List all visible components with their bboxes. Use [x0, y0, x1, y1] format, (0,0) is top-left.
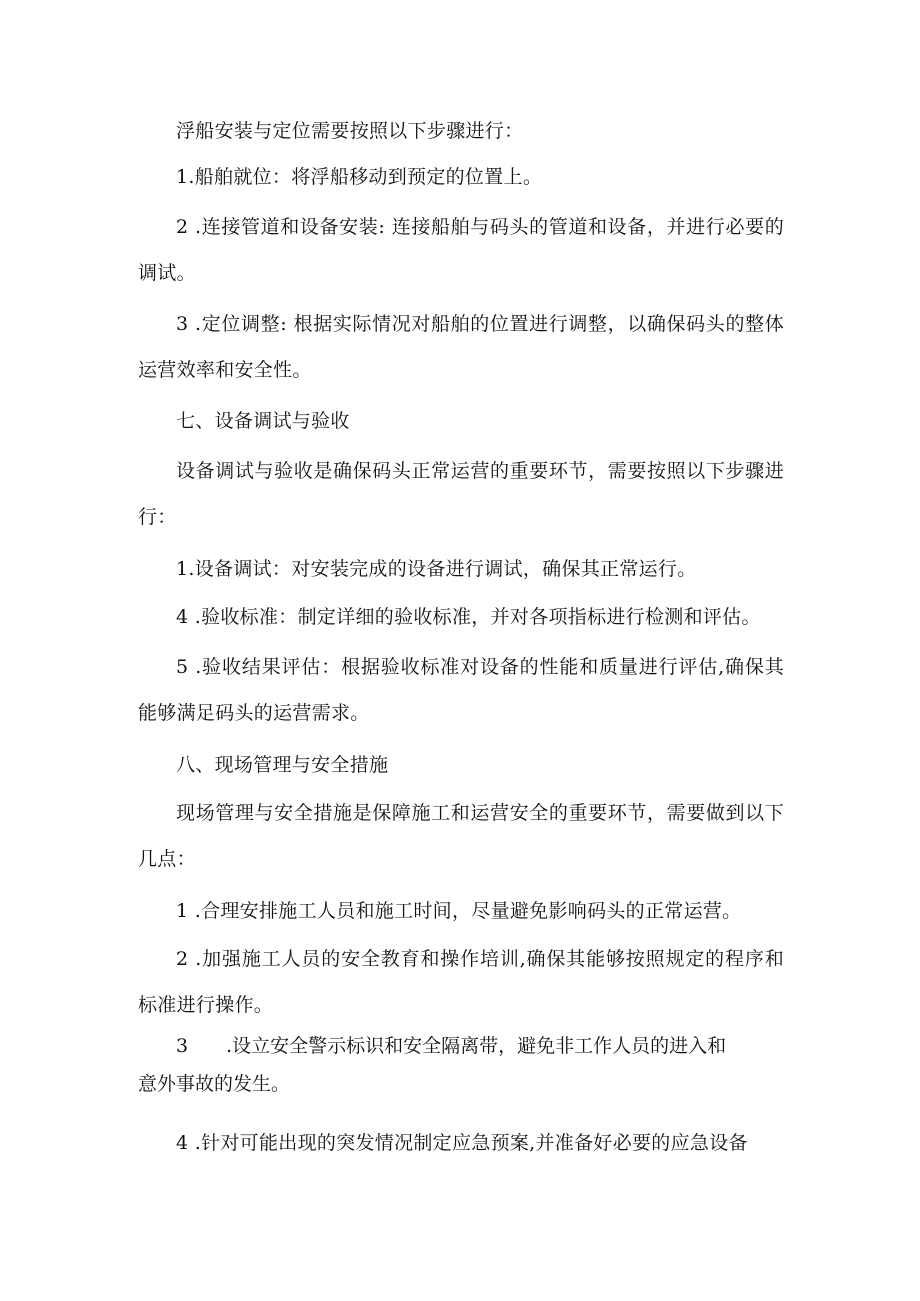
list-item-staff-arrangement: 1 .合理安排施工人员和施工时间，尽量避免影响码头的正常运营。 — [176, 900, 742, 922]
section-8-intro-paragraph: 现场管理与安全措施是保障施工和运营安全的重要环节，需要做到以下几点： — [138, 802, 784, 870]
section-heading-7: 七、设备调试与验收 — [176, 410, 350, 432]
section-7-intro-paragraph: 设备调试与验收是确保码头正常运营的重要环节，需要按照以下步骤进行： — [138, 460, 784, 528]
list-item-warning-signs-line-1: 3 .设立安全警示标识和安全隔离带，避免非工作人员的进入和 — [176, 1035, 727, 1057]
list-item-equipment-debugging: 1.设备调试：对安装完成的设备进行调试，确保其正常运行。 — [176, 558, 697, 580]
list-item-warning-signs-line-2: 意外事故的发生。 — [138, 1073, 291, 1095]
section-heading-8: 八、现场管理与安全措施 — [176, 754, 389, 776]
list-item-pipe-connection: 2 .连接管道和设备安装: 连接船舶与码头的管道和设备，并进行必要的调试。 — [138, 216, 784, 284]
list-item-acceptance-evaluation: 5 .验收结果评估：根据验收标准对设备的性能和质量进行评估,确保其能够满足码头的运营需求。 — [138, 656, 784, 724]
list-item-vessel-positioning: 1.船舶就位：将浮船移动到预定的位置上。 — [176, 166, 543, 188]
intro-paragraph: 浮船安装与定位需要按照以下步骤进行： — [176, 120, 524, 142]
list-item-acceptance-standard: 4 .验收标准：制定详细的验收标准，并对各项指标进行检测和评估。 — [176, 606, 761, 628]
list-item-position-adjustment: 3 .定位调整: 根据实际情况对船舶的位置进行调整，以确保码头的整体运营效率和安全性。 — [138, 313, 784, 381]
list-item-emergency-plan: 4 .针对可能出现的突发情况制定应急预案,并准备好必要的应急设备 — [176, 1132, 748, 1154]
list-item-safety-training: 2 .加强施工人员的安全教育和操作培训,确保其能够按照规定的程序和标准进行操作。 — [138, 948, 784, 1016]
